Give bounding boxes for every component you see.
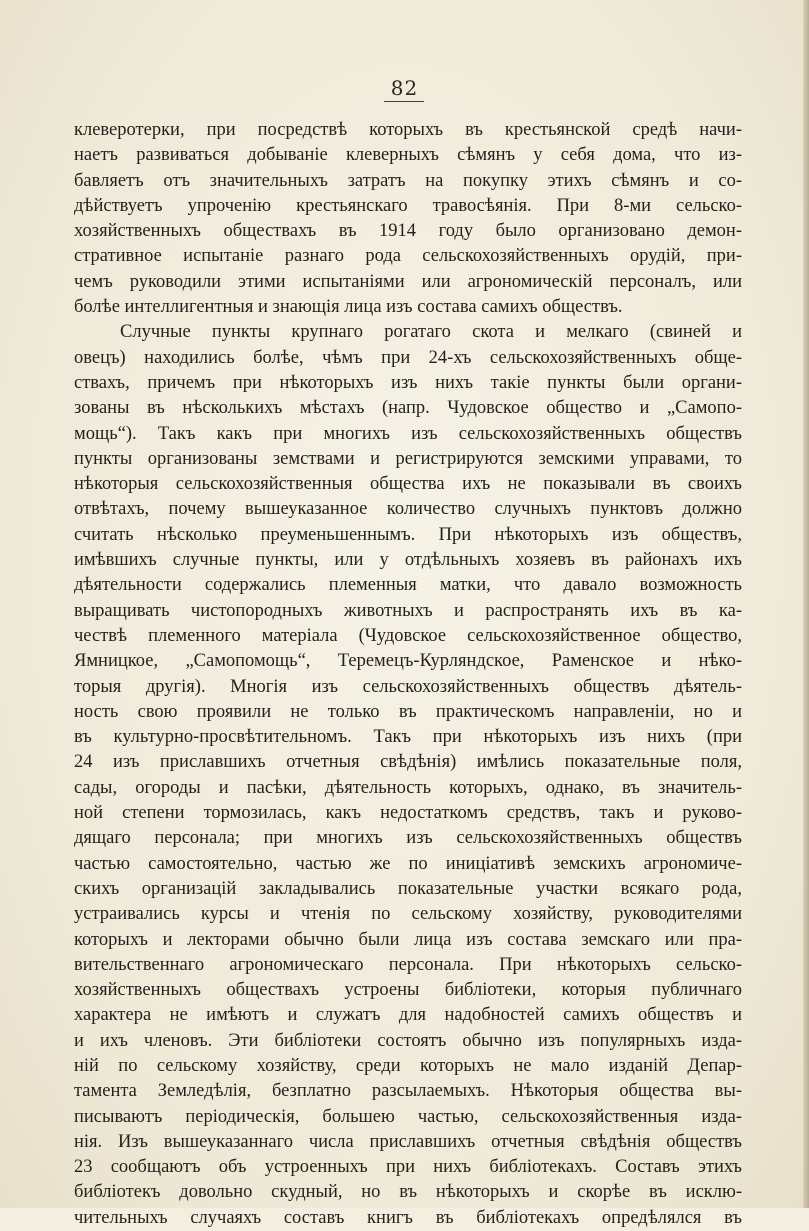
text-line: нѣкоторыя сельскохозяйственныя общества ихъ не показывали въ своихъ: [74, 474, 742, 495]
text-line: 24 изъ приславшихъ отчетныя свѣдѣнія) имѣлись показательные поля,: [74, 752, 742, 773]
text-line: чемъ руководили этими испытаніями или агрономическій персоналъ, или: [74, 271, 742, 292]
text-line: чествѣ племенного матеріала (Чудовское сельскохозяйственное общество,: [74, 625, 742, 646]
text-line: болѣе интеллигентныя и знающія лица изъ состава самихъ обществъ.: [74, 297, 623, 318]
text-line: вительственнаго агрономическаго персонала. При нѣкоторыхъ сельско-: [74, 954, 742, 975]
text-line: устраивались курсы и чтенія по сельскому хозяйству, руководителями: [74, 904, 742, 925]
text-line: зованы въ нѣсколькихъ мѣстахъ (напр. Чудовское общество и „Самопо-: [74, 398, 742, 419]
text-line: пункты организованы земствами и регистрируются земскими управами, то: [74, 448, 742, 469]
text-line: тамента Земледѣлія, безплатно разсылаемыхъ. Нѣкоторыя общества вы-: [74, 1081, 742, 1102]
text-line: наетъ развиваться добываніе клеверныхъ сѣмянъ у себя дома, что из-: [74, 145, 742, 166]
text-line: ной степени тормозилась, какъ недостаткомъ средствъ, такъ и руково-: [74, 803, 742, 824]
text-line: чительныхъ случаяхъ составъ книгъ въ библіотекахъ опредѣлялся въ: [74, 1207, 742, 1228]
page-edge-shadow: [803, 0, 809, 1208]
text-line: овецъ) находились болѣе, чѣмъ при 24-хъ сельскохозяйственныхъ обще-: [74, 347, 742, 368]
text-line: 23 сообщаютъ объ устроенныхъ при нихъ библіотекахъ. Составъ этихъ: [74, 1157, 742, 1178]
text-line: характера не имѣютъ и служатъ для надобностей самихъ обществъ и: [74, 1005, 742, 1026]
text-line: считать нѣсколько преуменьшеннымъ. При нѣкоторыхъ изъ обществъ,: [74, 524, 742, 545]
text-line: мощь“). Такъ какъ при многихъ изъ сельскохозяйственныхъ обществъ: [74, 423, 742, 444]
text-line: скихъ организацій закладывались показательные участки всякаго рода,: [74, 878, 742, 899]
text-line: и ихъ членовъ. Эти библіотеки состоятъ обычно изъ популярныхъ изда-: [74, 1030, 742, 1051]
text-line: бавляетъ отъ значительныхъ затратъ на покупку этихъ сѣмянъ и со-: [74, 170, 742, 191]
text-line: въ культурно-просвѣтительномъ. Такъ при нѣкоторыхъ изъ нихъ (при: [74, 727, 742, 748]
text-line: стративное испытаніе разнаго рода сельскохозяйственныхъ орудій, при-: [74, 246, 742, 267]
text-line: ность свою проявили не только въ практическомъ направленіи, но и: [74, 701, 742, 722]
page-number-underline: [384, 101, 424, 102]
text-line: имѣвшихъ случные пункты, или у отдѣльныхъ хозяевъ въ районахъ ихъ: [74, 550, 742, 571]
text-line: дѣйствуетъ упроченію крестьянскаго травосѣянія. При 8-ми сельско-: [74, 195, 742, 216]
text-line: хозяйственныхъ обществахъ въ 1914 году было организовано демон-: [74, 221, 742, 242]
page-number: 82: [390, 76, 419, 100]
text-line: Ямницкое, „Самопомощь“, Теремецъ-Курляндское, Раменское и нѣко-: [74, 651, 742, 672]
text-line: нія. Изъ вышеуказаннаго числа приславшихъ отчетныя свѣдѣнія обществъ: [74, 1131, 742, 1152]
text-line: ній по сельскому хозяйству, среди которыхъ не мало изданій Депар-: [74, 1055, 742, 1076]
text-line: писываютъ періодическія, большею частью, сельскохозяйственныя изда-: [74, 1106, 742, 1127]
text-line: которыхъ и лекторами обычно были лица изъ состава земскаго или пра-: [74, 929, 742, 950]
text-line: дѣятельности содержались племенныя матки, что давало возможность: [74, 575, 742, 596]
text-line: торыя другія). Многія изъ сельскохозяйственныхъ обществъ дѣятель-: [74, 676, 742, 697]
text-line: частью самостоятельно, частью же по иниціативѣ земскихъ агрономиче-: [74, 853, 742, 874]
text-line: ствахъ, причемъ при нѣкоторыхъ изъ нихъ такіе пункты были органи-: [74, 372, 742, 393]
text-line: сады, огороды и пасѣки, дѣятельность которыхъ, однако, въ значитель-: [74, 777, 742, 798]
text-line: клеверотерки, при посредствѣ которыхъ въ крестьянской средѣ начи-: [74, 120, 742, 140]
body-text: [74, 118, 742, 1231]
text-line: дящаго персонала; при многихъ изъ сельскохозяйственныхъ обществъ: [74, 828, 742, 849]
text-line: выращивать чистопородныхъ животныхъ и распространять ихъ въ ка-: [74, 600, 742, 621]
text-line: отвѣтахъ, почему вышеуказанное количество случныхъ пунктовъ должно: [74, 499, 742, 520]
text-line: хозяйственныхъ обществахъ устроены библіотеки, которыя публичнаго: [74, 980, 742, 1001]
text-line: библіотекъ довольно скудный, но въ нѣкоторыхъ и скорѣе въ исклю-: [74, 1182, 742, 1203]
paragraph-start-line: Случные пункты крупнаго рогатаго скота и мелкаго (свиней и: [120, 322, 742, 343]
